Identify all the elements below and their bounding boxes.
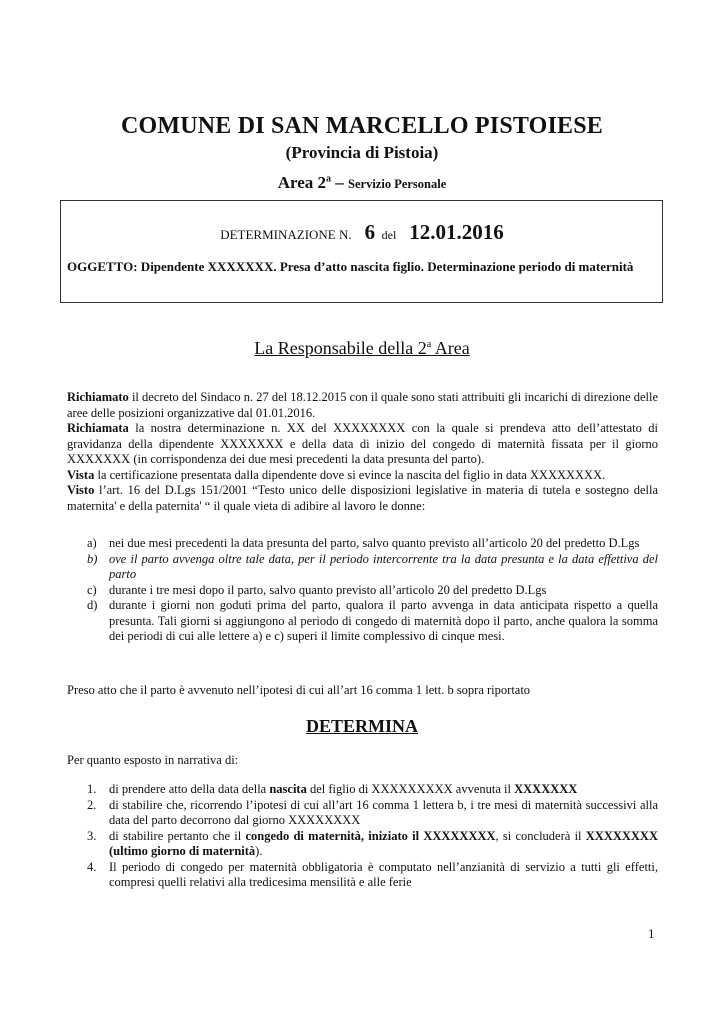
- list-item: [67, 860, 658, 891]
- list-item-text: durante i giorni non goduti prima del parto, qualora il parto avvenga in data anticipata rispetto a quella presunta. Tali giorni si aggiungono al periodo di congedo di maternità dopo il parto, anche qualora la somma dei periodi di cui alle lettere a) e c) superi il limite complessivo di cinque mesi.: [109, 598, 658, 643]
- municipality-title: COMUNE DI SAN MARCELLO PISTOIESE: [120, 113, 604, 139]
- list-item-bold: XXXXXXX: [514, 782, 578, 796]
- responsible-heading: [0, 338, 724, 359]
- list-item-text: di stabilire che, ricorrendo l’ipotesi di cui all’art 16 comma 1 lettera b, i tre mesi di maternità successivi alla data del parto decorrono dal giorno XXXXXXXX: [109, 797, 658, 827]
- premise-vista: [67, 468, 658, 484]
- determination-box: [60, 200, 663, 303]
- premise-richiamato-bold: Richiamato: [67, 390, 129, 404]
- list-item-marker: c): [87, 582, 97, 597]
- province-subtitle: (Provincia di Pistoia): [285, 143, 439, 162]
- list-item-marker: 3.: [87, 828, 97, 843]
- list-item-marker: 4.: [87, 859, 97, 874]
- area-service: Servizio Personale: [348, 177, 447, 191]
- determination-label: DETERMINAZIONE N.: [220, 227, 352, 242]
- list-item: [67, 829, 658, 860]
- area-dash: –: [335, 173, 344, 192]
- premise-richiamato: [67, 390, 658, 421]
- premises-closing: Preso atto che il parto è avvenuto nell’ipotesi di cui all’art 16 comma 1 lett. b sopra riportato: [67, 683, 531, 697]
- list-item-text: , si concluderà il: [495, 828, 586, 843]
- list-item-text: del figlio di XXXXXXXXX avvenuta il: [306, 782, 515, 796]
- list-item-text: Il periodo di congedo per maternità obbligatoria è computato nell’anzianità di servizio a tutti gli effetti, compresi quelli relativi alla tredicesima mensilità e alle ferie: [109, 859, 658, 889]
- determination-line: [0, 220, 724, 245]
- area-heading: [0, 173, 724, 193]
- determina-intro: Per quanto esposto in narrativa di:: [67, 753, 239, 767]
- determination-number: 6: [364, 220, 376, 244]
- list-item-marker: 1.: [87, 782, 97, 796]
- area-sup: a: [326, 173, 332, 185]
- determination-date: 12.01.2016: [409, 220, 504, 244]
- subject-text: OGGETTO: Dipendente XXXXXXX. Presa d’atto nascita figlio. Determinazione periodo di maternità: [67, 259, 634, 274]
- premise-visto-text: l’art. 16 del D.Lgs 151/2001 “Testo unico delle disposizioni legislative in materia di tutela e sostegno della maternita' e della paternita' “ il quale vieta di adibire al lavoro le donne:: [67, 483, 658, 513]
- premises-list: [67, 536, 658, 645]
- determination-del: del: [381, 228, 397, 242]
- list-item-text: ).: [255, 844, 263, 858]
- list-item-text: ove il parto avvenga oltre tale data, per il periodo intercorrente tra la data presunta e la data effettiva del parto: [109, 551, 658, 581]
- list-item-bold: congedo di maternità, iniziato il XXXXXXXX: [245, 828, 496, 843]
- responsible-sup: a: [426, 339, 432, 350]
- list-item: [67, 583, 658, 599]
- list-item: [67, 598, 658, 645]
- list-item-marker: 2.: [87, 797, 97, 812]
- premise-visto-bold: Visto: [67, 483, 95, 497]
- list-item-marker: a): [87, 536, 97, 550]
- list-item-marker: b): [87, 551, 98, 566]
- responsible-text: La Responsabile della 2: [254, 338, 427, 358]
- responsible-text-post: Area: [431, 338, 470, 358]
- determina-list: [67, 782, 658, 891]
- area-label: Area 2: [277, 173, 327, 192]
- list-item-text: nei due mesi precedenti la data presunta del parto, salvo quanto previsto all’articolo 20 del predetto D.Lgs: [109, 536, 640, 550]
- list-item-text: di stabilire pertanto che il: [109, 828, 246, 843]
- premise-richiamata-text: la nostra determinazione n. XX del XXXXXXXX con la quale si prendeva atto dell’attestato di gravidanza della dipendente XXXXXXX e della data di inizio del congedo di maternità fissata per il giorno XXXXXXX (in corrispondenza dei due mesi precedenti la data presunta del parto).: [67, 421, 658, 466]
- premise-richiamata-bold: Richiamata: [67, 421, 129, 435]
- list-item: [67, 536, 658, 552]
- premise-vista-bold: Vista: [67, 467, 95, 482]
- list-item: [67, 552, 658, 583]
- list-item-bold: nascita: [269, 782, 307, 796]
- list-item-text: durante i tre mesi dopo il parto, salvo quanto previsto all’articolo 20 del predetto D.Lgs: [109, 582, 547, 597]
- list-item-text: di prendere atto della data della: [109, 782, 270, 796]
- determina-heading: DETERMINA: [305, 716, 418, 736]
- premise-richiamato-text: il decreto del Sindaco n. 27 del 18.12.2015 con il quale sono stati attribuiti gli incarichi di direzione delle aree delle posizioni organizzative dal 01.01.2016.: [67, 390, 658, 420]
- list-item: [67, 798, 658, 829]
- list-item: [67, 782, 658, 798]
- premises-block: [67, 390, 658, 514]
- premise-visto: [67, 483, 658, 514]
- list-item-bold: XXXXXXXX (ultimo giorno di maternità: [109, 828, 658, 858]
- premise-vista-text: la certificazione presentata dalla dipendente dove si evince la nascita del figlio in data XXXXXXXX.: [94, 467, 606, 482]
- premise-richiamata: [67, 421, 658, 468]
- list-item-marker: d): [87, 598, 98, 612]
- page-number: 1: [648, 926, 655, 941]
